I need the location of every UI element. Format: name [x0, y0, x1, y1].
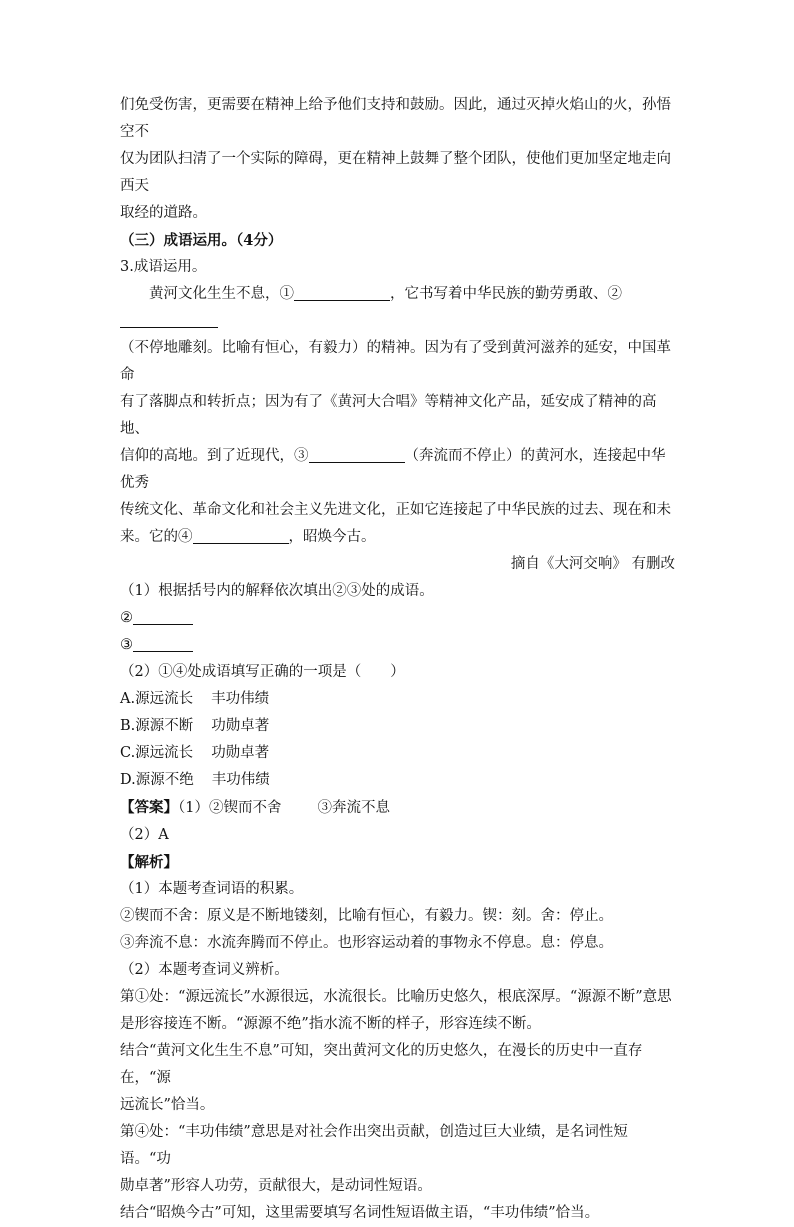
- passage-line: 黄河文化生生不息，① ，它书写着中华民族的勤劳勇敢、②: [120, 281, 675, 335]
- answer-blank-2[interactable]: [133, 608, 193, 625]
- answer-line-2: ②: [120, 605, 675, 632]
- analysis-line: 远流长”恰当。: [120, 1097, 215, 1113]
- analysis-line: ②锲而不舍：原义是不断地镂刻，比喻有恒心，有毅力。锲：刻。舍：停止。: [120, 908, 613, 924]
- analysis-line: 结合“黄河文化生生不息”可知，突出黄河文化的历史悠久，在漫长的历史中一直存在，“源: [120, 1043, 643, 1086]
- analysis-line: 第④处：“丰功伟绩”意思是对社会作出突出贡献，创造过巨大业绩，是名词性短语。“功: [120, 1124, 628, 1167]
- passage-line: 有了落脚点和转折点；因为有了《黄河大合唱》等精神文化产品，延安成了精神的高地、: [120, 394, 657, 437]
- passage-line: （不停地雕刻。比喻有恒心，有毅力）的精神。因为有了受到黄河滋养的延安，中国革命: [120, 340, 671, 383]
- passage-line: 来。它的④ ，昭焕今古。: [120, 529, 376, 545]
- option-b[interactable]: B.源源不断 功勋卓著: [120, 718, 270, 734]
- option-a[interactable]: A.源远流长 丰功伟绩: [120, 691, 270, 707]
- analysis-label: 【解析】: [120, 854, 178, 871]
- analysis-line: （2）本题考查词义辨析。: [120, 962, 289, 978]
- answer-line-3: ③: [120, 632, 675, 659]
- option-d[interactable]: D.源源不绝 丰功伟绩: [120, 772, 270, 788]
- blank-3[interactable]: [309, 446, 405, 463]
- blank-1[interactable]: [294, 284, 390, 301]
- answer-blank-3[interactable]: [133, 635, 193, 652]
- passage-line: 信仰的高地。到了近现代，③ （奔流而不停止）的黄河水，连接起中华优秀: [120, 448, 666, 491]
- intro-line: 们免受伤害，更需要在精神上给予他们支持和鼓励。因此，通过灭掉火焰山的火，孙悟空不: [120, 97, 671, 140]
- sub-question-2: （2）①④处成语填写正确的一项是（ ）: [120, 664, 405, 680]
- intro-line: 仅为团队扫清了一个实际的障碍，更在精神上鼓舞了整个团队，使他们更加坚定地走向西天: [120, 151, 671, 194]
- analysis-line: 勋卓著”形容人功劳，贡献很大，是动词性短语。: [120, 1178, 432, 1194]
- analysis-line: 结合“昭焕今古”可知，这里需要填写名词性短语做主语，“丰功伟绩”恰当。: [120, 1205, 600, 1221]
- document-page: [120, 92, 675, 1227]
- section-title: （三）成语运用。（4分）: [120, 232, 283, 249]
- analysis-line: （1）本题考查词语的积累。: [120, 881, 304, 897]
- answer-line: （2）A: [120, 827, 169, 843]
- analysis-line: ③奔流不息：水流奔腾而不停止。也形容运动着的事物永不停息。息：停息。: [120, 935, 613, 951]
- answer-line: 【答案】（1）②锲而不舍 ③奔流不息: [120, 799, 390, 816]
- blank-2[interactable]: [120, 311, 218, 328]
- sub-question-1: （1）根据括号内的解释依次填出②③处的成语。: [120, 583, 434, 599]
- analysis-line: 第①处：“源远流长”水源很远，水流很长。比喻历史悠久，根底深厚。“源源不断”意思: [120, 989, 672, 1005]
- blank-4[interactable]: [193, 527, 289, 544]
- intro-line: 取经的道路。: [120, 205, 207, 221]
- answer-label: 【答案】: [120, 799, 178, 816]
- analysis-line: 是形容接连不断。“源源不绝”指水流不断的样子，形容连续不断。: [120, 1016, 541, 1032]
- source-citation: 摘自《大河交响》 有删改: [510, 556, 675, 572]
- option-c[interactable]: C.源远流长 功勋卓著: [120, 745, 270, 761]
- passage-line: 传统文化、革命文化和社会主义先进文化，正如它连接起了中华民族的过去、现在和未: [120, 502, 671, 518]
- question-title: 3.成语运用。: [120, 259, 207, 275]
